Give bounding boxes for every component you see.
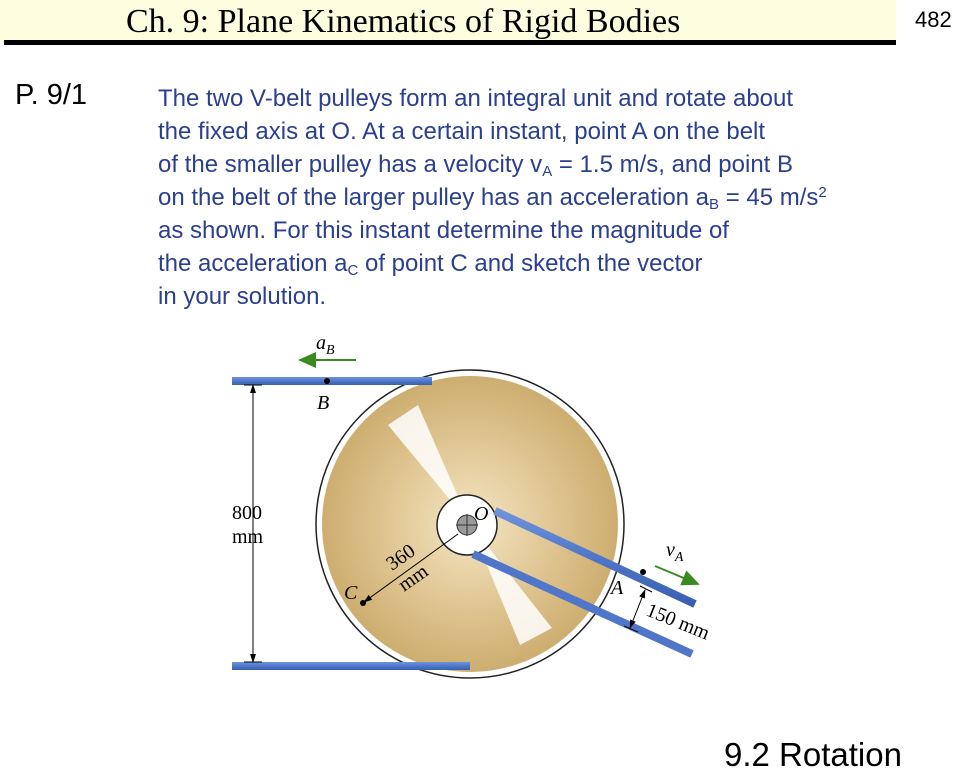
- problem-line-5: as shown. For this instant determine the magnitude of: [158, 217, 729, 244]
- label-360: 360: [382, 539, 420, 576]
- problem-line-4: on the belt of the larger pulley has an acceleration $a_B = 45$ $m/s^2$: [158, 184, 827, 213]
- label-b: B: [317, 392, 330, 414]
- label-150-mm: 150 mm: [643, 599, 713, 645]
- problem-line-7: in your solution.: [158, 283, 327, 310]
- label-c: C: [344, 582, 358, 604]
- problem-line-1: The two V-belt pulleys form an integral unit and rotate about: [158, 85, 794, 112]
- point-b-dot: [324, 378, 330, 384]
- label-800: 800: [232, 502, 262, 524]
- problem-line-2: the fixed axis at O. At a certain instant, point A on the belt: [158, 118, 766, 145]
- problem-line-6: the acceleration $a_C$ of point C and sketch the vector: [158, 250, 703, 279]
- label-v-a: $v_A$: [666, 539, 684, 565]
- label-a: A: [611, 577, 624, 599]
- chapter-title: Ch. 9: Plane Kinematics of Rigid Bodies: [126, 3, 681, 40]
- label-o: O: [474, 503, 489, 525]
- problem-label: P. 9/1: [15, 79, 88, 111]
- problem-line-3: of the smaller pulley has a velocity $v_A = 1.5$ m/s, and point B: [158, 151, 794, 180]
- section-title: 9.2 Rotation: [724, 736, 902, 773]
- page-number: 482: [915, 7, 952, 32]
- dimension-150-line: [630, 590, 645, 628]
- bottom-belt: [232, 662, 470, 670]
- label-800-mm: mm: [232, 526, 264, 548]
- label-a-b: $a_B$: [316, 332, 335, 358]
- point-a-dot: [640, 569, 646, 575]
- label-360-mm: mm: [394, 560, 433, 597]
- point-c-dot: [360, 600, 366, 606]
- top-belt: [232, 377, 432, 385]
- v-a-arrow: [655, 566, 698, 584]
